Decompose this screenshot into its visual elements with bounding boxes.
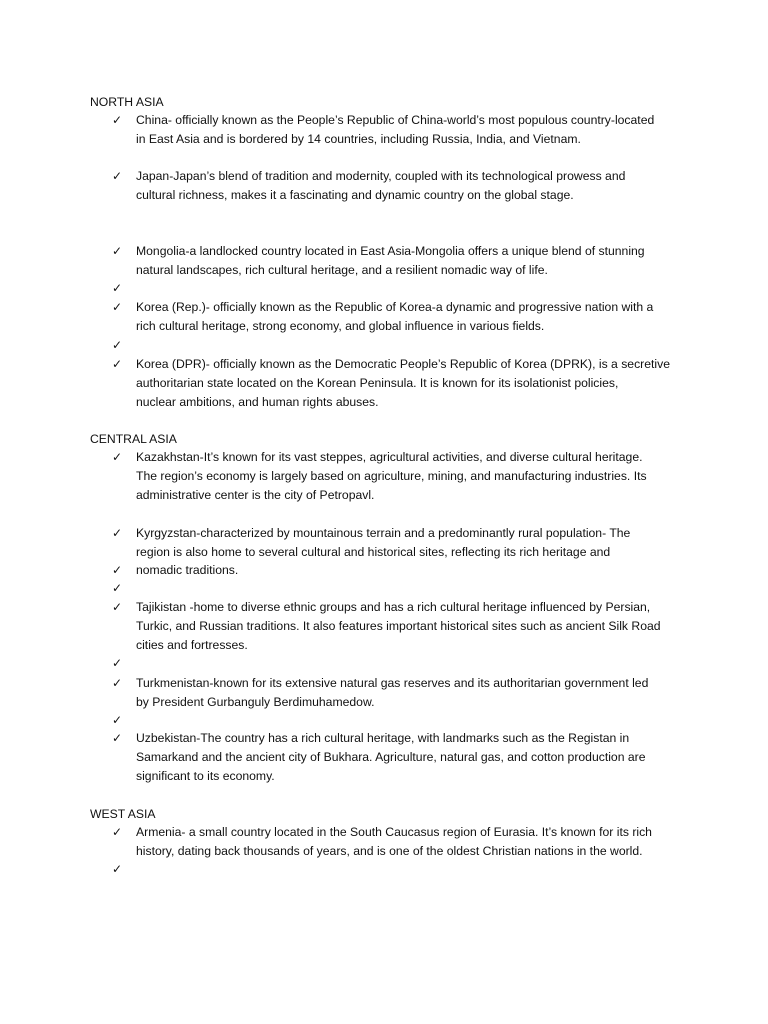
list-item-kyrgyzstan-line-1: Kyrgyzstan-characterized by mountainous terrain and a predominantly rural population- The xyxy=(136,526,631,540)
list-item-japan-line-2: cultural richness, makes it a fascinating and dynamic country on the global stage. xyxy=(136,188,574,202)
checkmark-icon xyxy=(112,861,126,877)
list-item-turkmenistan-line-2: by President Gurbanguly Berdimuhamedow. xyxy=(136,695,375,709)
checkmark-icon xyxy=(112,730,126,746)
checkmark-icon xyxy=(112,112,126,128)
list-item-mongolia-line-2: natural landscapes, rich cultural heritage, and a resilient nomadic way of life. xyxy=(136,263,548,277)
list-item-kazakhstan-line-1: Kazakhstan-It’s known for its vast steppes, agricultural activities, and diverse cultural heritage. xyxy=(136,450,643,464)
section-heading-north-asia: NORTH ASIA xyxy=(90,95,164,109)
checkmark-icon xyxy=(112,449,126,465)
list-item-korea-dpr-line-2: authoritarian state located on the Korean Peninsula. It is known for its isolationist policies, xyxy=(136,376,619,390)
list-item-armenia-line-2: history, dating back thousands of years, and is one of the oldest Christian nations in the world. xyxy=(136,844,643,858)
list-item-uzbekistan-line-2: Samarkand and the ancient city of Bukhara. Agriculture, natural gas, and cotton production are xyxy=(136,750,646,764)
section-heading-central-asia: CENTRAL ASIA xyxy=(90,432,177,446)
list-item-korea-rep-line-2: rich cultural heritage, strong economy, and global influence in various fields. xyxy=(136,319,545,333)
checkmark-icon xyxy=(112,675,126,691)
checkmark-icon xyxy=(112,337,126,353)
checkmark-icon xyxy=(112,168,126,184)
checkmark-icon xyxy=(112,299,126,315)
list-item-kyrgyzstan-line-2: region is also home to several cultural and historical sites, reflecting its rich heritage and xyxy=(136,545,611,559)
list-item-mongolia-line-1: Mongolia-a landlocked country located in East Asia-Mongolia offers a unique blend of stunning xyxy=(136,244,645,258)
list-item-korea-rep-line-1: Korea (Rep.)- officially known as the Republic of Korea-a dynamic and progressive nation with a xyxy=(136,300,654,314)
list-item-tajikistan-line-2: Turkic, and Russian traditions. It also features important historical sites such as ancient Silk Road xyxy=(136,619,661,633)
list-item-tajikistan-line-3: cities and fortresses. xyxy=(136,638,248,652)
checkmark-icon xyxy=(112,580,126,596)
list-item-kazakhstan-line-3: administrative center is the city of Petropavl. xyxy=(136,488,375,502)
list-item-kazakhstan-line-2: The region’s economy is largely based on agriculture, mining, and manufacturing industries. Its xyxy=(136,469,647,483)
list-item-korea-dpr-line-3: nuclear ambitions, and human rights abuses. xyxy=(136,395,379,409)
list-item-uzbekistan-line-3: significant to its economy. xyxy=(136,769,275,783)
list-item-kyrgyzstan-line-3: nomadic traditions. xyxy=(136,563,239,577)
list-item-korea-dpr-line-1: Korea (DPR)- officially known as the Democratic People’s Republic of Korea (DPRK), is a secretive xyxy=(136,357,670,371)
list-item-uzbekistan-line-1: Uzbekistan-The country has a rich cultural heritage, with landmarks such as the Registan in xyxy=(136,731,630,745)
checkmark-icon xyxy=(112,655,126,671)
list-item-turkmenistan-line-1: Turkmenistan-known for its extensive natural gas reserves and its authoritarian government led xyxy=(136,676,649,690)
checkmark-icon xyxy=(112,280,126,296)
list-item-tajikistan-line-1: Tajikistan -home to diverse ethnic groups and has a rich cultural heritage influenced by Persian, xyxy=(136,600,651,614)
checkmark-icon xyxy=(112,824,126,840)
list-item-china-line-2: in East Asia and is bordered by 14 countries, including Russia, India, and Vietnam. xyxy=(136,132,581,146)
checkmark-icon xyxy=(112,525,126,541)
list-item-armenia-line-1: Armenia- a small country located in the South Caucasus region of Eurasia. It’s known for its rich xyxy=(136,825,652,839)
checkmark-icon xyxy=(112,356,126,372)
checkmark-icon xyxy=(112,712,126,728)
list-item-japan-line-1: Japan-Japan’s blend of tradition and modernity, coupled with its technological prowess and xyxy=(136,169,626,183)
checkmark-icon xyxy=(112,243,126,259)
list-item-china-line-1: China- officially known as the People’s Republic of China-world’s most populous country-located xyxy=(136,113,655,127)
checkmark-icon xyxy=(112,562,126,578)
checkmark-icon xyxy=(112,599,126,615)
section-heading-west-asia: WEST ASIA xyxy=(90,807,156,821)
